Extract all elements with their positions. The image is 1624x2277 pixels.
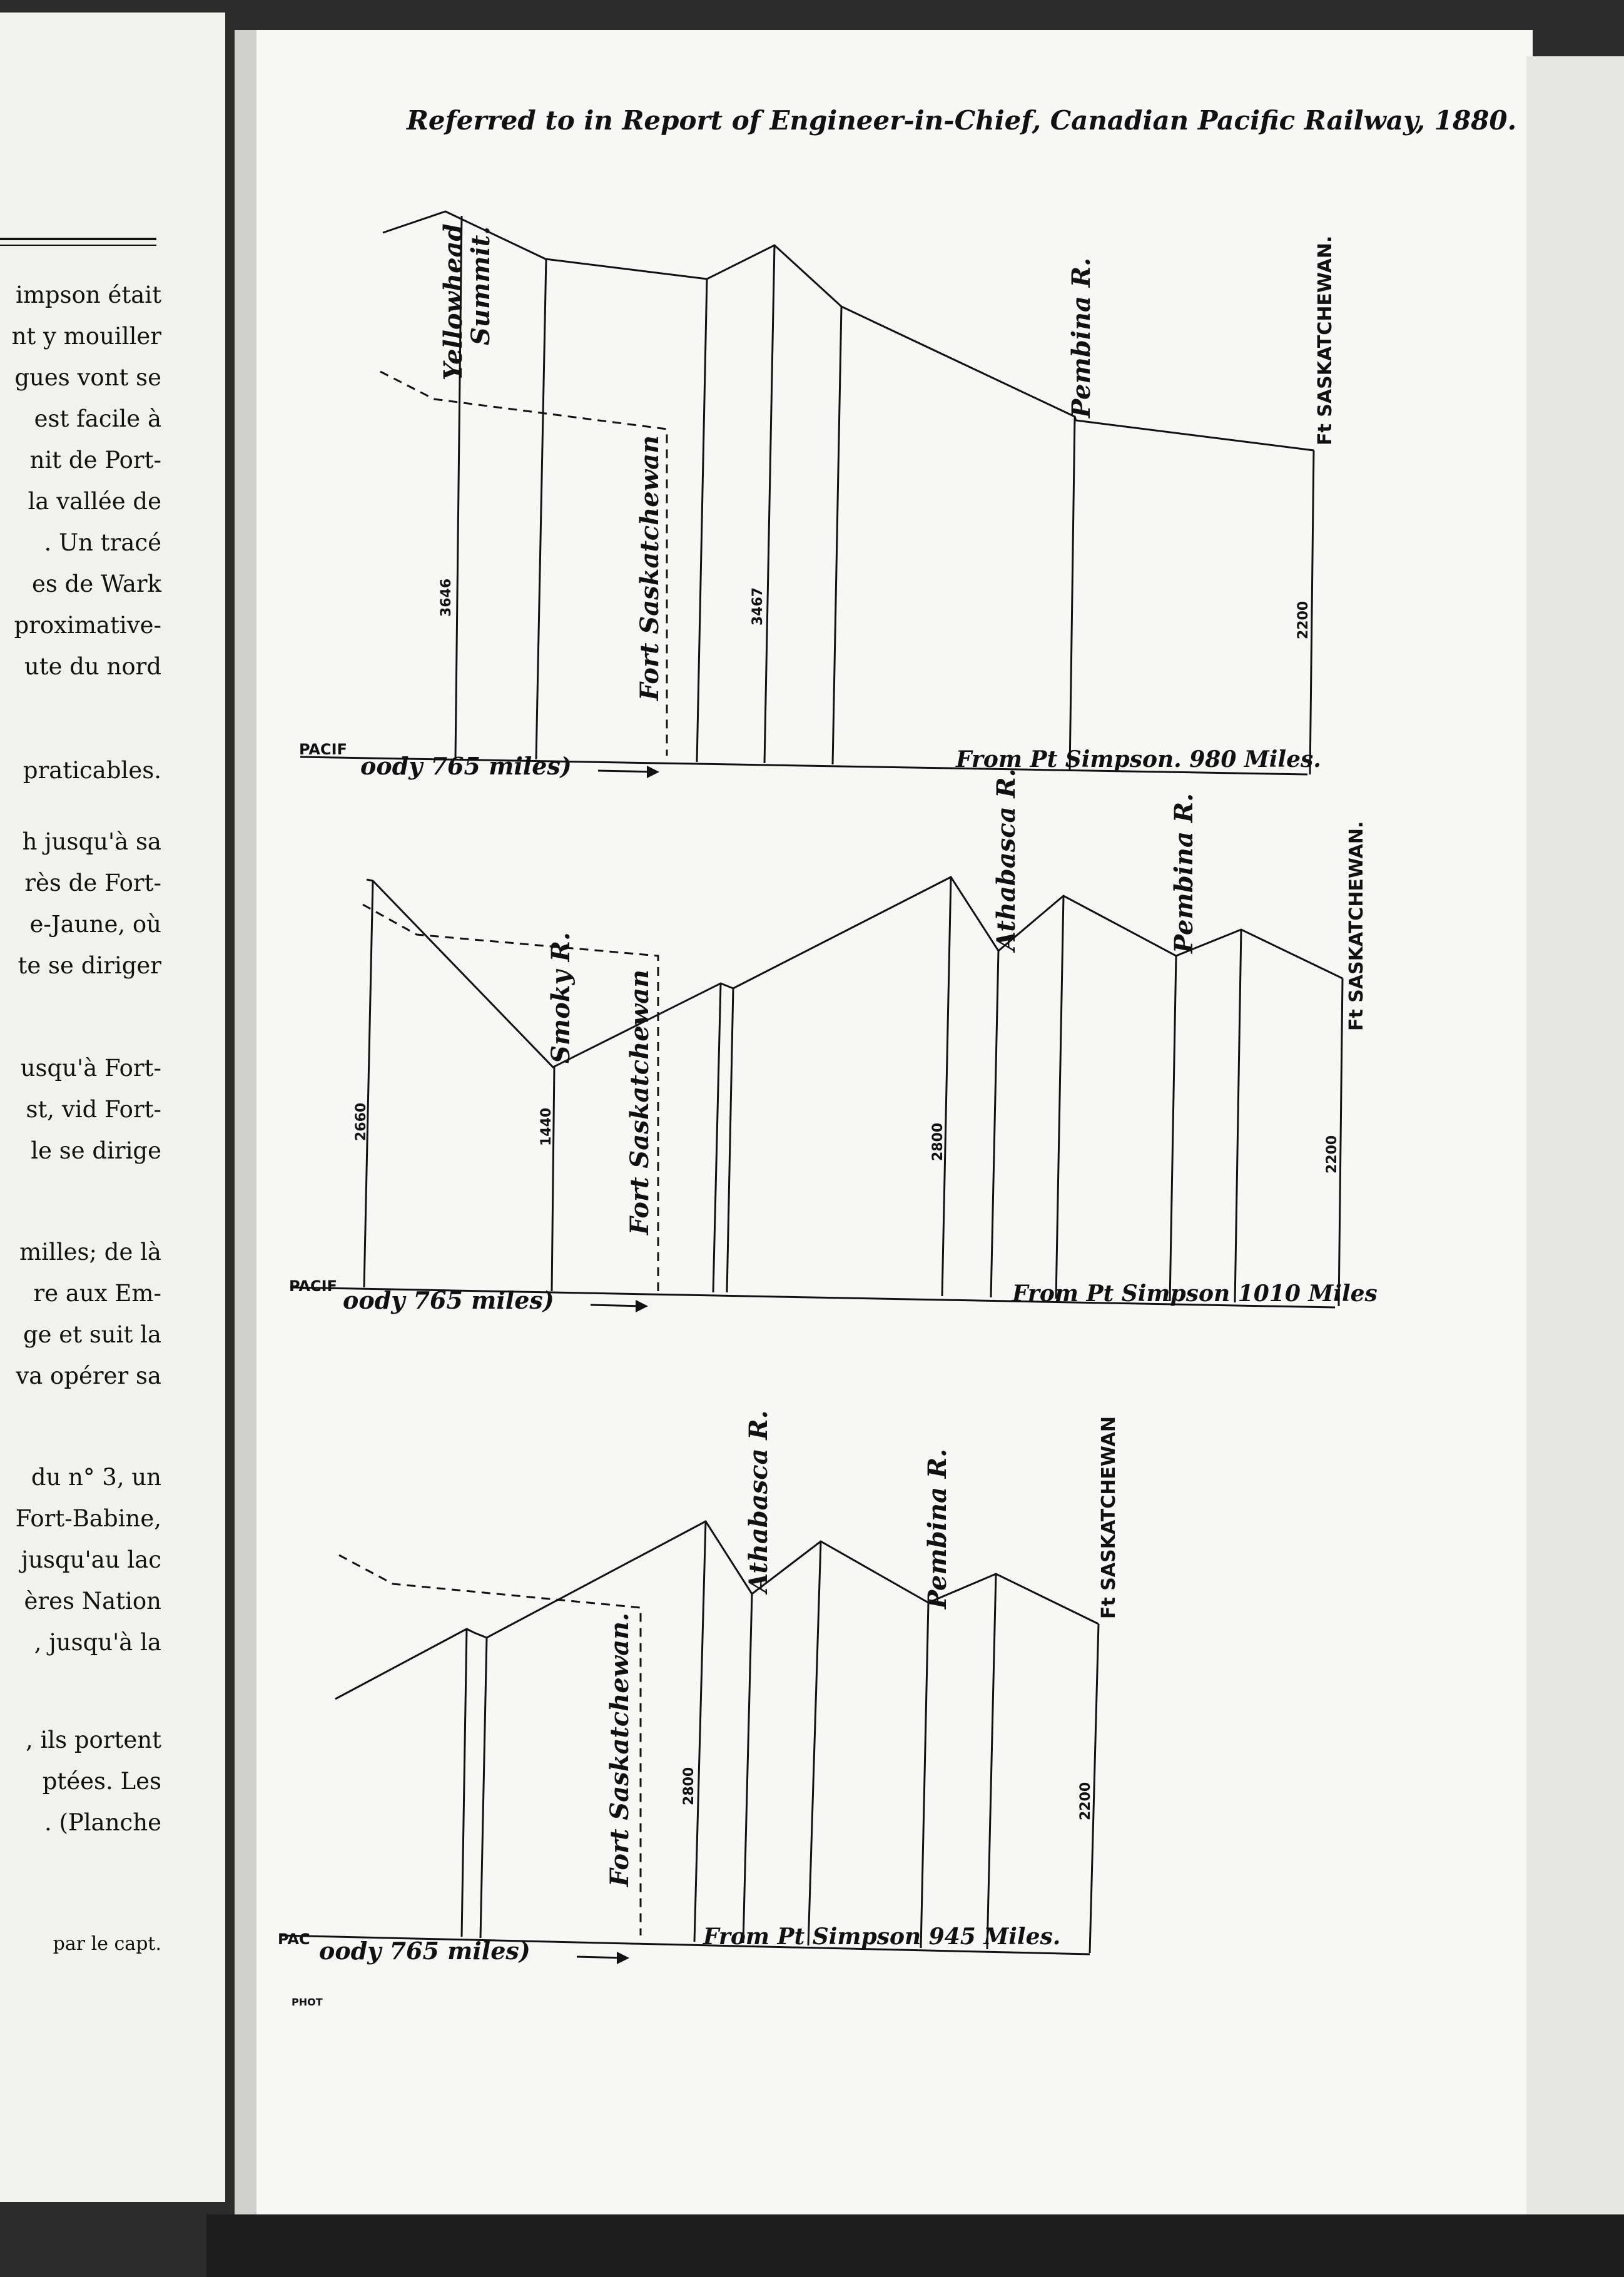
label-fort-saskatchewan-3: Fort Saskatchewan. (605, 1612, 634, 1887)
left-page-line: es de Wark (32, 571, 161, 597)
profile-1-dashed-route (380, 372, 667, 756)
left-page-line: va opérer sa (16, 1362, 161, 1389)
elevation-2800-2: 2800 (930, 1122, 946, 1161)
left-page-line: e-Jaune, où (29, 911, 161, 938)
distance-right-3: From Pt Simpson 945 Miles. (703, 1924, 1061, 1950)
arrow-head-1 (647, 766, 659, 778)
distance-left-1: oody 765 miles) (360, 752, 572, 780)
pacific-label-1: PACIF (299, 741, 347, 758)
left-page-line: par le capt. (53, 1933, 161, 1955)
left-page-line: re aux Em- (33, 1280, 161, 1307)
left-page-line: usqu'à Fort- (20, 1055, 161, 1082)
label-pembina-1: Pembina R. (1067, 257, 1096, 418)
elevation-3646: 3646 (439, 578, 454, 617)
label-yellowhead: Yellowhead (439, 223, 468, 380)
left-page-line: nit de Port- (29, 447, 161, 474)
left-page-line: le se dirige (31, 1137, 161, 1164)
distance-left-3: oody 765 miles) (319, 1937, 530, 1965)
profile-3-grade-line (335, 1521, 1099, 1699)
left-page-line: ge et suit la (23, 1321, 161, 1348)
left-page-line: ptées. Les (42, 1768, 161, 1795)
pacific-label-3: PAC (278, 1930, 310, 1948)
elevation-2800-3: 2800 (681, 1767, 697, 1805)
left-page-line: , ils portent (25, 1727, 161, 1753)
label-pembina-3: Pembina R. (923, 1448, 952, 1609)
elevation-1440: 1440 (539, 1107, 554, 1146)
left-page-line: praticables. (23, 757, 161, 784)
left-page-line: impson était (16, 281, 161, 308)
left-page-line: ute du nord (24, 653, 161, 680)
profile-2 (289, 768, 1378, 1314)
label-ft-saskatchewan-2: Ft SASKATCHEWAN. (1346, 821, 1368, 1031)
photo-mark: PHOT (292, 1996, 323, 2008)
profile-1-verticals (455, 216, 1314, 774)
left-page-line: , jusqu'à la (34, 1629, 161, 1656)
label-fort-saskatchewan-1: Fort Saskatchewan (635, 435, 664, 701)
distance-right-1: From Pt Simpson. 980 Miles. (956, 746, 1321, 773)
elevation-2200-2: 2200 (1324, 1135, 1340, 1174)
label-summit: Summit. (466, 226, 495, 345)
left-page-line: nt y mouiller (11, 323, 161, 350)
distance-left-2: oody 765 miles) (343, 1286, 554, 1314)
pacific-label-2: PACIF (289, 1277, 337, 1295)
arrow-head-2 (636, 1300, 648, 1312)
left-page-line: st, vid Fort- (26, 1096, 161, 1123)
left-page-line: h jusqu'à sa (22, 828, 161, 855)
elevation-2660: 2660 (353, 1102, 369, 1141)
left-page-line: Fort-Babine, (15, 1505, 161, 1532)
left-page-line: gues vont se (14, 364, 161, 391)
profile-3 (278, 1410, 1120, 1965)
left-page-line: rès de Fort- (24, 870, 161, 896)
distance-right-2: From Pt Simpson 1010 Miles (1012, 1280, 1378, 1307)
profile-1-grade-line (383, 211, 1314, 450)
left-page-line: la vallée de (28, 488, 161, 515)
label-ft-saskatchewan-1: Ft SASKATCHEWAN. (1314, 235, 1336, 445)
profile-3-verticals (462, 1521, 1099, 1953)
label-smoky: Smoky R. (546, 932, 576, 1063)
label-pembina-2: Pembina R. (1169, 793, 1199, 953)
plate-title: Referred to in Report of Engineer-in-Chief, Canadian Pacific Railway, 1880. (407, 105, 1517, 136)
left-page-line: est facile à (34, 405, 161, 432)
label-athabasca-2: Athabasca R. (992, 768, 1021, 951)
label-fort-saskatchewan-2: Fort Saskatchewan (625, 969, 654, 1235)
left-page-line: du n° 3, un (31, 1464, 161, 1491)
elevation-3467: 3467 (750, 587, 766, 626)
left-page-line: milles; de là (19, 1239, 161, 1265)
left-page-line: jusqu'au lac (21, 1546, 161, 1573)
profile-3-dashed-route (339, 1555, 641, 1935)
profile-1 (299, 211, 1336, 780)
left-page-line: proximative- (14, 612, 161, 639)
left-page-line: . (Planche (44, 1809, 161, 1836)
elevation-2200-1: 2200 (1296, 601, 1311, 639)
left-page-line: . Un tracé (44, 529, 161, 556)
profile-2-dashed-route (363, 905, 658, 1291)
label-athabasca-3: Athabasca R. (744, 1410, 773, 1593)
label-ft-saskatchewan-3: Ft SASKATCHEWAN (1098, 1416, 1120, 1619)
left-page-line: ères Nation (24, 1588, 161, 1615)
arrow-head-3 (617, 1952, 629, 1964)
left-page-line: te se diriger (18, 952, 161, 979)
elevation-2200-3: 2200 (1078, 1782, 1094, 1820)
